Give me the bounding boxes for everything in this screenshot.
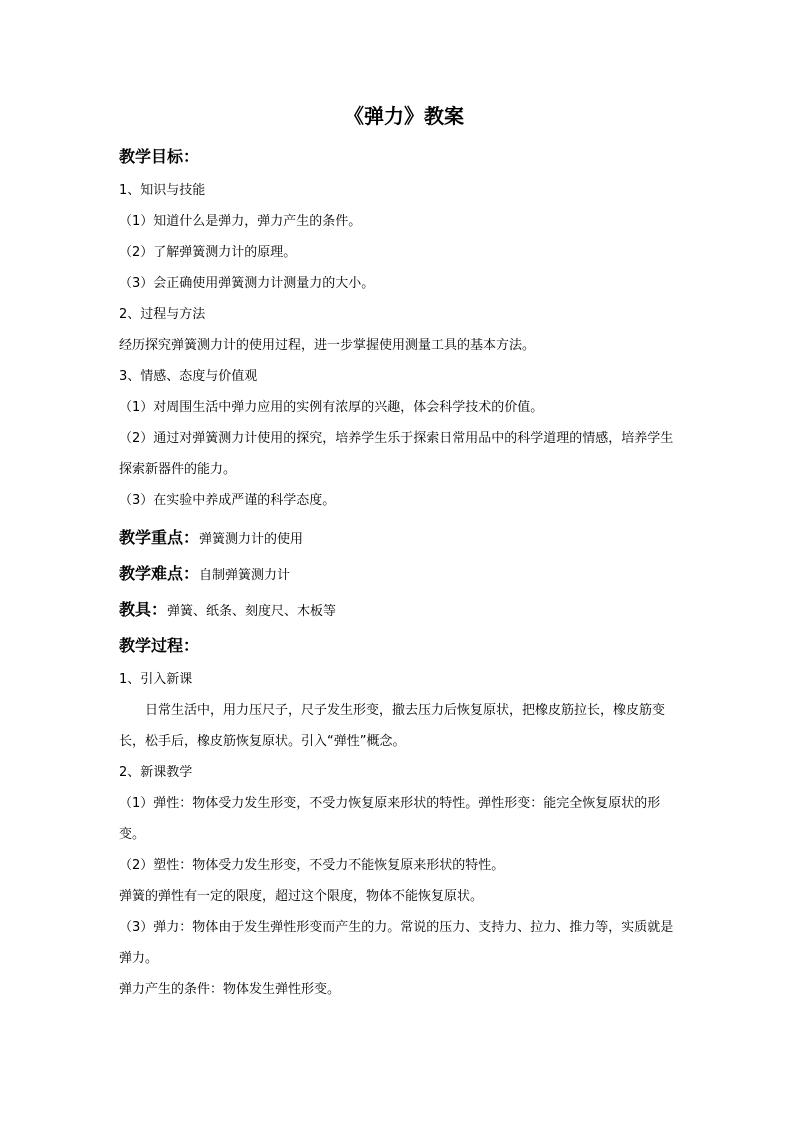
objective-section-2: 2、过程与方法: [119, 307, 206, 322]
objective-item: （2）通过对弹簧测力计使用的探究，培养学生乐于探索日常用品中的科学道理的情感，培养学生探索新器件的能力。: [119, 431, 674, 477]
objective-item: （3）会正确使用弹簧测力计测量力的大小。: [119, 276, 375, 291]
process-section-1: 1、引入新课: [119, 672, 193, 687]
tools-text: 弹簧、纸条、刻度尺、木板等: [167, 604, 337, 619]
difficulty-text: 自制弹簧测力计: [199, 568, 291, 583]
objective-section-3: 3、情感、态度与价值观: [119, 369, 258, 384]
key-point-label: 教学重点：: [119, 528, 200, 547]
difficulty-label: 教学难点：: [119, 564, 200, 583]
objective-item: （3）在实验中养成严谨的科学态度。: [119, 493, 336, 508]
process-item: 弹簧的弹性有一定的限度，超过这个限度，物体不能恢复原状。: [119, 889, 484, 904]
objective-item: （1）对周围生活中弹力应用的实例有浓厚的兴趣，体会科学技术的价值。: [119, 400, 544, 415]
tools-label: 教具：: [119, 600, 168, 619]
process-paragraph: 日常生活中，用力压尺子，尺子发生形变，撤去压力后恢复原状，把橡皮筋拉长，橡皮筋变长，松手后，橡皮筋恢复原状。引入“弹性”概念。: [119, 703, 666, 749]
objective-item: （2）了解弹簧测力计的原理。: [119, 245, 297, 260]
key-point-row: [119, 526, 679, 552]
process-item: （3）弹力：物体由于发生弹性形变而产生的力。常说的压力、支持力、拉力、推力等，实质就是弹力。: [119, 920, 674, 966]
process-section-2: 2、新课教学: [119, 765, 193, 780]
key-point-text: 弹簧测力计的使用: [199, 532, 304, 547]
tools-row: [119, 598, 679, 624]
document-title: 《弹力》教案: [344, 104, 464, 128]
objective-item: （1）知道什么是弹力，弹力产生的条件。: [119, 214, 362, 229]
objectives-heading: 教学目标：: [119, 147, 200, 166]
difficulty-row: [119, 562, 679, 588]
objective-paragraph: 经历探究弹簧测力计的使用过程，进一步掌握使用测量工具的基本方法。: [119, 338, 536, 353]
objective-section-1: 1、知识与技能: [119, 183, 206, 198]
process-item: （2）塑性：物体受力发生形变，不受力不能恢复原来形状的特性。: [119, 858, 505, 873]
process-item: 弹力产生的条件：物体发生弹性形变。: [119, 982, 341, 997]
process-item: （1）弹性：物体受力发生形变，不受力恢复原来形状的特性。弹性形变：能完全恢复原状的形变。: [119, 796, 661, 842]
process-heading: 教学过程：: [119, 636, 200, 655]
document-body: [119, 102, 679, 1005]
